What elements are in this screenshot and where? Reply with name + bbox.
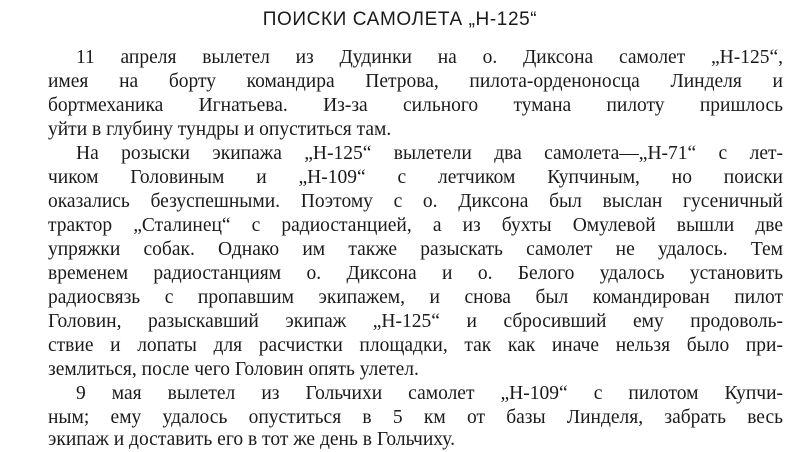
text-line-7: оказались безуспешными. Поэтому с о. Диксона был выслан гусеничный: [48, 191, 783, 212]
text-line-15: 9 мая вылетел из Гольчихи самолет „Н-109“ с пилотом Купчи-: [76, 383, 783, 404]
text-line-16: ным; ему удалось опуститься в 5 км от базы Линделя, забрать весь: [48, 407, 783, 428]
text-line-10: временем радиостанциям о. Диксона и о. Белого удалось установить: [48, 263, 783, 284]
text-line-1: 11 апреля вылетел из Дудинки на о. Диксона самолет „Н-125“,: [76, 47, 783, 68]
text-line-5: На розыски экипажа „Н-125“ вылетели два самолета—„Н-71“ с лет-: [76, 143, 783, 164]
text-line-13: ствие и лопаты для расчистки площадки, так как иначе нельзя было при-: [48, 335, 783, 356]
text-line-11: радиосвязь с пропавшим экипажем, и снова был командирован пилот: [48, 287, 783, 308]
text-line-3: бортмеханика Игнатьева. Из-за сильного тумана пилоту пришлось: [48, 95, 783, 116]
text-line-8: трактор „Сталинец“ с радиостанцией, а из бухты Омулевой вышли две: [48, 215, 783, 236]
text-line-14: землиться, после чего Головин опять улетел.: [48, 359, 419, 380]
text-line-9: упряжки собак. Однако им также разыскать самолет не удалось. Тем: [48, 239, 783, 260]
text-line-2: имея на борту командира Петрова, пилота-орденоносца Линделя и: [48, 71, 783, 92]
text-line-17: экипаж и доставить его в тот же день в Гольчиху.: [48, 429, 455, 450]
page-title: ПОИСКИ САМОЛЕТА „Н-125“: [262, 9, 538, 30]
text-line-6: чиком Головиным и „Н-109“ с летчиком Купчиным, но поиски: [48, 167, 783, 188]
text-line-4: уйти в глубину тундры и опуститься там.: [48, 119, 392, 140]
text-line-12: Головин, разыскавший экипаж „Н-125“ и сбросивший ему продоволь-: [48, 311, 783, 332]
